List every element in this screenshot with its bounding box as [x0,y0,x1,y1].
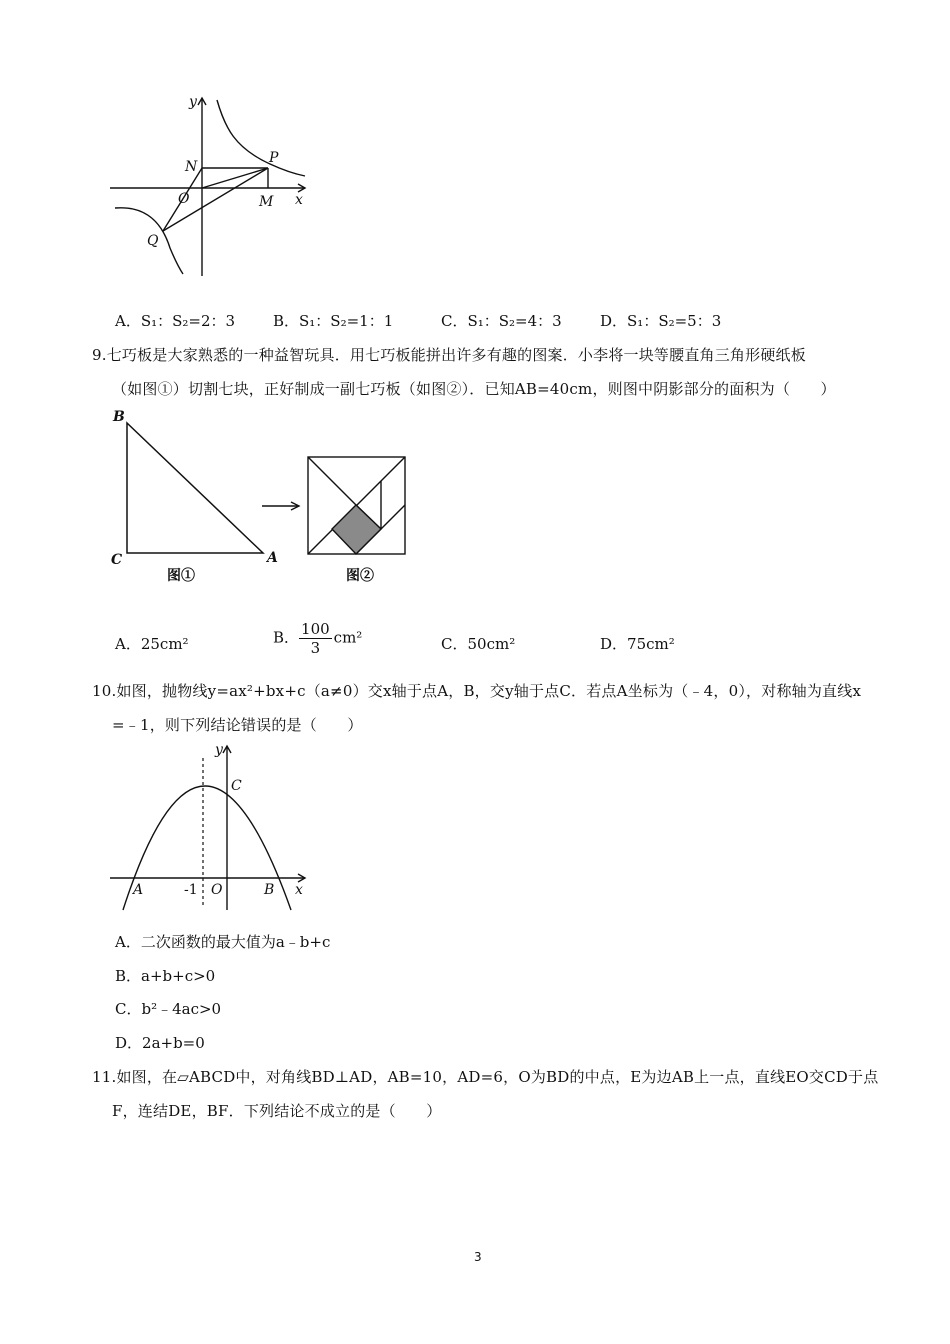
q9-option-c: C．50cm² [441,635,516,653]
q9-tangram-figure [105,405,425,590]
q9-triangle-BCA [127,423,263,553]
q10-text-line2: =﹣1，则下列结论错误的是（ ） [112,716,363,734]
q8-label-Q: Q [147,233,159,249]
q9-caption-2: 图② [346,568,374,584]
q9-option-b-unit: cm² [333,628,363,647]
q8-option-a: A．S₁：S₂=2：3 [115,312,236,330]
page-number: 3 [474,1250,482,1264]
q9-text-line2: （如图①）切割七块，正好制成一副七巧板（如图②）．已知AB=40cm，则图中阴影部分的面积为（ ） [112,380,836,398]
q9-option-a: A．25cm² [115,635,189,653]
q10-option-b: B．a+b+c>0 [115,967,216,985]
q9-label-A: A [267,550,278,566]
q9-option-b-fraction [299,620,332,657]
q8-coordinate-figure [105,88,320,283]
q9-option-b-denominator: 3 [310,639,321,657]
q8-label-P: P [269,150,279,166]
q9-option-b-prefix: B． [273,628,300,647]
q8-label-x: x [295,192,303,208]
q8-option-b: B．S₁：S₂=1：1 [273,312,394,330]
q9-option-b [273,620,362,657]
q8-option-d: D．S₁：S₂=5：3 [600,312,722,330]
q11-text-line1: 11.如图，在▱ABCD中，对角线BD⊥AD，AB=10，AD=6，O为BD的中点，E为边AB上一点，直线EO交CD于点 [92,1068,879,1086]
q9-option-b-numerator: 100 [301,620,330,638]
q9-diag-main [308,457,356,505]
q8-label-N: N [185,159,198,175]
q9-label-B: B [113,409,125,425]
q10-label-x: x [295,882,303,898]
q8-option-c: C．S₁：S₂=4：3 [441,312,562,330]
q9-caption-1: 图① [167,568,195,584]
q11-text-line2: F，连结DE，BF．下列结论不成立的是（ ） [112,1102,442,1120]
q8-hyperbola-upper [217,100,305,176]
q8-label-M: M [259,194,274,210]
q10-parabola-figure [105,738,315,916]
q10-label-y: y [215,742,223,758]
q9-label-C: C [111,552,123,568]
q9-text-line1: 9.七巧板是大家熟悉的一种益智玩具．用七巧板能拼出许多有趣的图案．小李将一块等腰直角三角形硬纸板 [92,346,806,364]
q9-option-d: D．75cm² [600,635,675,653]
q10-label-A: A [133,882,144,898]
q10-option-c: C．b²﹣4ac>0 [115,1000,222,1018]
q10-label-O: O [211,882,223,898]
q8-label-O: O [178,191,190,207]
q10-text-line1: 10.如图，抛物线y=ax²+bx+c（a≠0）交x轴于点A，B，交y轴于点C．若点A坐标为（﹣4，0），对称轴为直线x [92,682,862,700]
q8-label-y: y [189,94,197,110]
q10-label-minus1: -1 [184,882,198,898]
q8-segment-OP [202,168,268,188]
q9-shaded-square [332,505,381,554]
q10-option-a: A．二次函数的最大值为a﹣b+c [115,933,331,951]
q10-label-B: B [264,882,275,898]
q10-label-C: C [231,778,242,794]
q10-option-d: D．2a+b=0 [115,1034,205,1052]
